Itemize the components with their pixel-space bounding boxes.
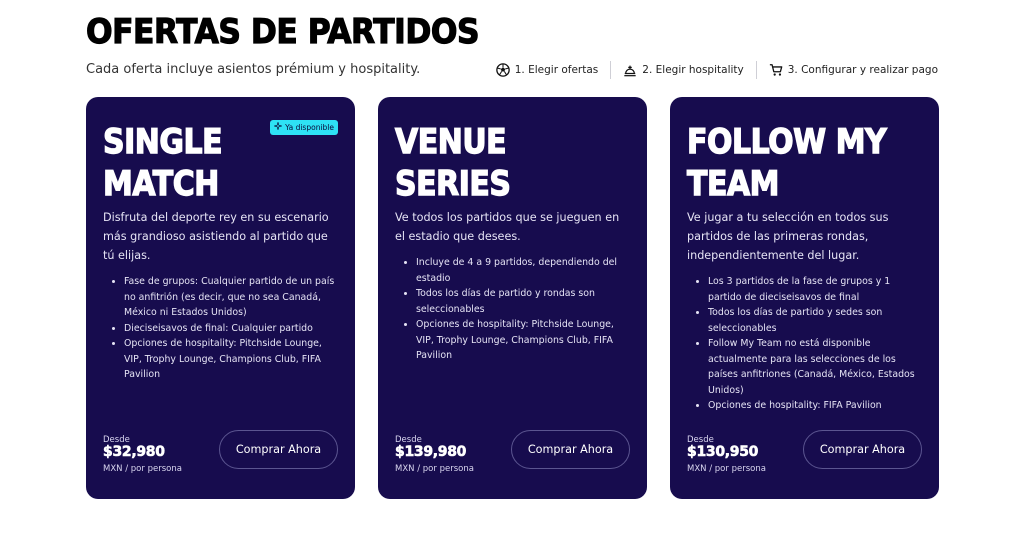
- step-divider: [756, 61, 757, 79]
- buy-now-button[interactable]: Comprar Ahora: [803, 430, 922, 469]
- card-footer: [395, 435, 630, 477]
- offer-cards: [86, 97, 939, 499]
- price-unit: MXN / por persona: [687, 464, 766, 474]
- price-unit: MXN / por persona: [103, 464, 182, 474]
- step-label: 1. Elegir ofertas: [514, 64, 599, 76]
- page-title: OFERTAS DE PARTIDOS: [86, 12, 480, 52]
- feature-list: [395, 255, 630, 364]
- feature-item: • Opciones de hospitality: FIFA Pavilion: [708, 398, 922, 414]
- feature-item: • Fase de grupos: Cualquier partido de un país no anfitrión (es decir, que no sea Canadá, México ni Estados Unidos): [124, 274, 338, 321]
- step-choose-offers[interactable]: [496, 63, 599, 77]
- page-subtitle: Cada oferta incluye asientos prémium y hospitality.: [86, 62, 421, 77]
- card-title-line: FOLLOW MY: [687, 122, 887, 162]
- offer-card-venue-series: [378, 97, 647, 499]
- card-title-line: TEAM: [687, 164, 780, 204]
- offer-card-follow-my-team: [670, 97, 939, 499]
- feature-item: • Opciones de hospitality: Pitchside Lounge, VIP, Trophy Lounge, Champions Club, FIFA Pavilion: [124, 336, 338, 383]
- card-title: [103, 121, 332, 205]
- soccer-ball-icon: [496, 63, 510, 77]
- buy-now-button[interactable]: Comprar Ahora: [219, 430, 338, 469]
- card-title-line: MATCH: [103, 164, 219, 204]
- step-label: 3. Configurar y realizar pago: [787, 64, 938, 76]
- card-title-line: SERIES: [395, 164, 511, 204]
- step-label: 2. Elegir hospitality: [642, 64, 744, 76]
- card-footer: [687, 435, 922, 477]
- feature-item: • Incluye de 4 a 9 partidos, dependiendo del estadio: [416, 255, 630, 286]
- card-title: [687, 121, 916, 205]
- offer-card-single-match: [86, 97, 355, 499]
- feature-item: • Follow My Team no está disponible actualmente para las selecciones de los países anfitriones (Canadá, México, Estados Unidos): [708, 336, 922, 398]
- feature-list: [103, 274, 338, 383]
- card-description: Ve jugar a tu selección en todos sus partidos de las primeras rondas, independientemente del lugar.: [687, 211, 889, 262]
- card-description: Ve todos los partidos que se jueguen en el estadio que desees.: [395, 211, 620, 243]
- price-value: $130,950: [687, 444, 759, 460]
- card-title-line: SINGLE: [103, 122, 223, 162]
- hospitality-icon: [623, 63, 637, 77]
- price-unit: MXN / por persona: [395, 464, 474, 474]
- price-from-label: Desde: [103, 435, 130, 445]
- card-title-line: VENUE: [395, 122, 507, 162]
- badge-label: Ya disponible: [285, 122, 334, 132]
- card-title: [395, 121, 624, 205]
- price-from-label: Desde: [687, 435, 714, 445]
- buy-now-button[interactable]: Comprar Ahora: [511, 430, 630, 469]
- feature-list: [687, 274, 922, 414]
- step-configure-pay[interactable]: [769, 63, 938, 77]
- feature-item: • Todos los días de partido y rondas son seleccionables: [416, 286, 630, 317]
- price-value: $139,980: [395, 444, 467, 460]
- feature-item: • Dieciseisavos de final: Cualquier partido: [124, 321, 338, 337]
- feature-item: • Los 3 partidos de la fase de grupos y 1 partido de dieciseisavos de final: [708, 274, 922, 305]
- feature-item: • Todos los días de partido y sedes son seleccionables: [708, 305, 922, 336]
- step-divider: [610, 61, 611, 79]
- card-footer: [103, 435, 338, 477]
- card-description: Disfruta del deporte rey en su escenario más grandioso asistiendo al partido que tú elijas.: [103, 211, 329, 262]
- price-from-label: Desde: [395, 435, 422, 445]
- price-value: $32,980: [103, 444, 165, 460]
- checkout-steps: [496, 60, 938, 80]
- step-choose-hospitality[interactable]: [623, 63, 743, 77]
- cart-icon: [769, 63, 783, 77]
- feature-item: • Opciones de hospitality: Pitchside Lounge, VIP, Trophy Lounge, Champions Club, FIFA Pavilion: [416, 317, 630, 364]
